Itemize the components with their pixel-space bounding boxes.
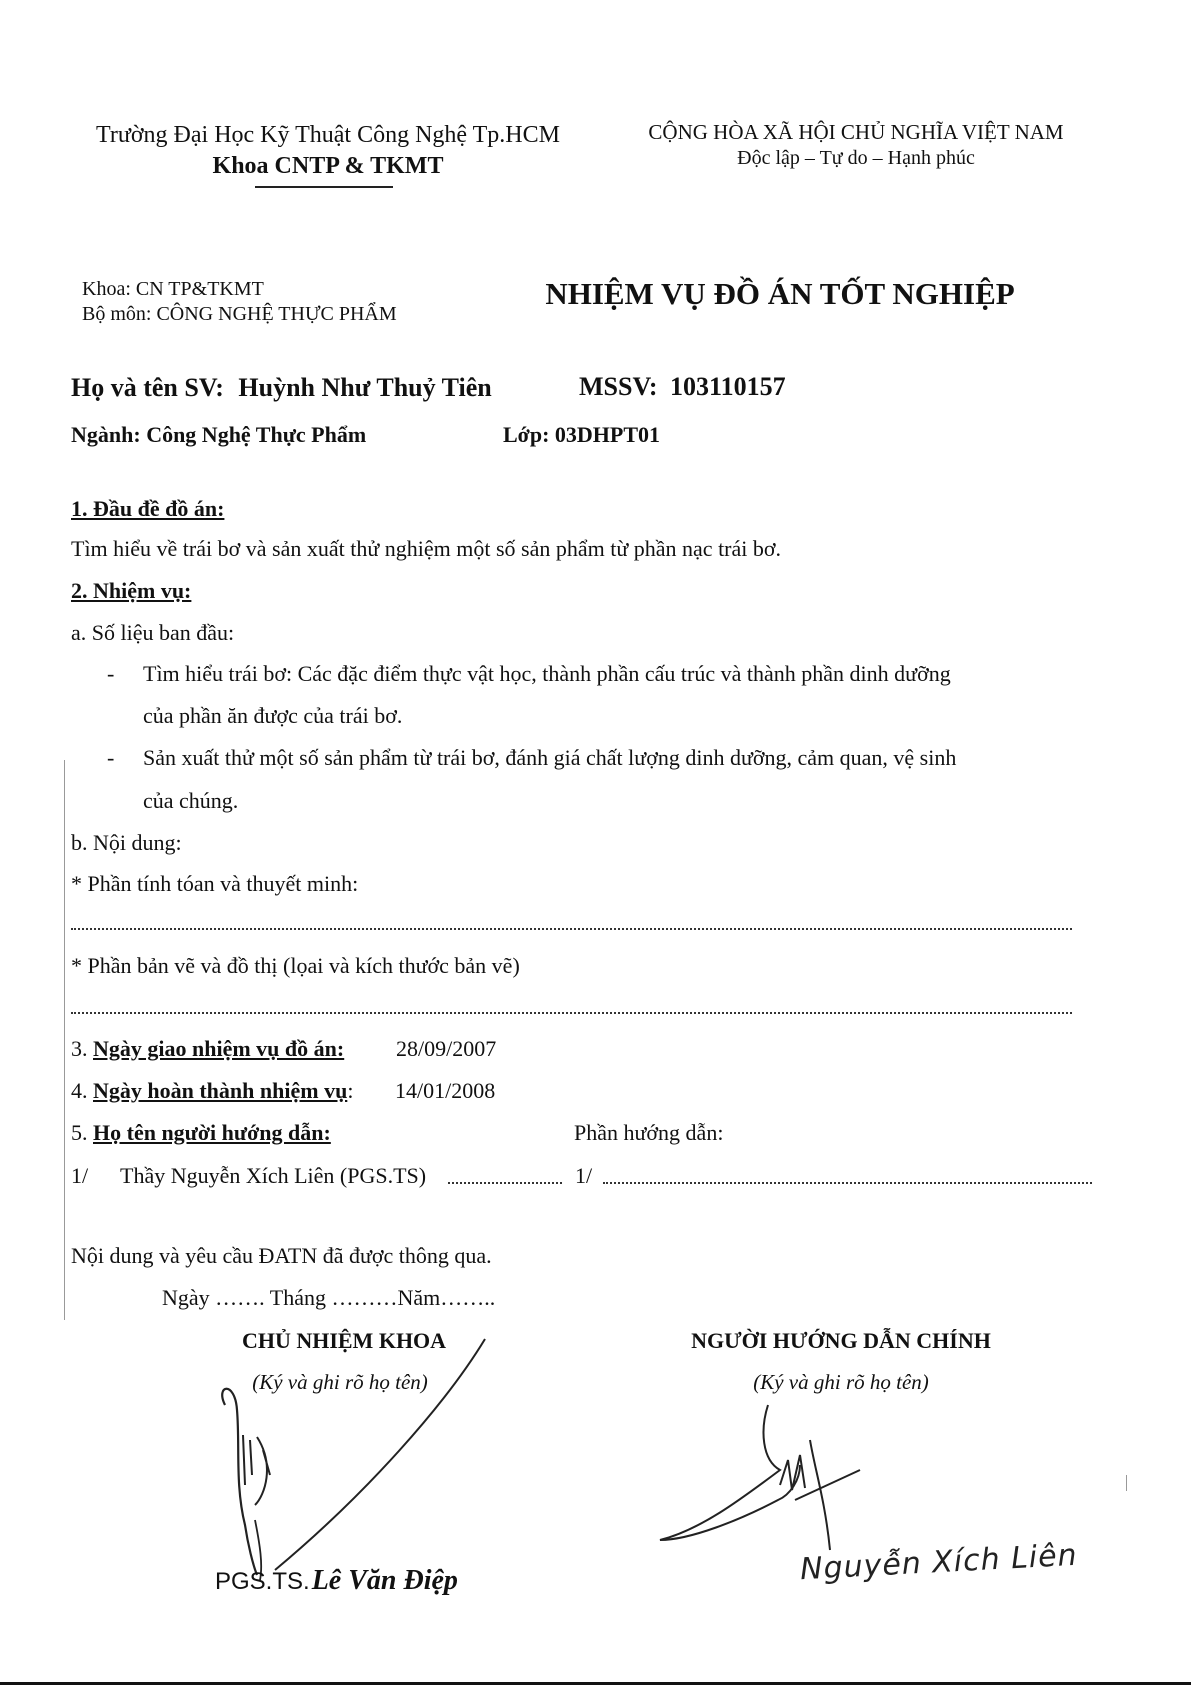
section-4-row (71, 1078, 353, 1104)
advisor-dotted-line (448, 1182, 562, 1184)
left-signer-title: CHỦ NHIỆM KHOA (241, 1328, 447, 1353)
class-row (503, 422, 660, 448)
major-row (71, 422, 366, 448)
section-5-row (71, 1120, 331, 1146)
drawing-dotted-line (71, 1012, 1072, 1014)
section-4-num: 4. (71, 1078, 88, 1103)
left-signer-prefix: PGS.TS. (215, 1568, 310, 1595)
student-id-row (579, 372, 786, 402)
approval-text: Nội dung và yêu cầu ĐATN đã được thông qua. (71, 1243, 492, 1268)
section-2-heading: 2. Nhiệm vụ: (71, 578, 192, 603)
bullet-mark-1: - (107, 661, 115, 686)
section-5-num: 5. (71, 1120, 88, 1145)
dept-khoa: Khoa: CN TP&TKMT (82, 278, 264, 300)
advisor-name: Thầy Nguyễn Xích Liên (PGS.TS) (120, 1163, 427, 1188)
calc-dotted-line (71, 928, 1072, 930)
student-name-label: Họ và tên SV: (71, 373, 224, 402)
section-2a: a. Số liệu ban đầu: (71, 620, 235, 645)
calc-label: * Phần tính tóan và thuyết minh: (71, 871, 359, 896)
scan-edge-mark (1126, 1475, 1127, 1491)
student-name-row (71, 373, 492, 403)
right-signer-note: (Ký và ghi rõ họ tên) (753, 1370, 929, 1394)
class-label: Lớp: (503, 422, 550, 447)
section-3-row (71, 1036, 344, 1062)
class-value: 03DHPT01 (554, 422, 661, 447)
left-signer-note: (Ký và ghi rõ họ tên) (252, 1370, 428, 1394)
country-name: CỘNG HÒA XÃ HỘI CHỦ NGHĨA VIỆT NAM (648, 120, 1064, 144)
bullet-2-line-2: của chúng. (143, 788, 239, 813)
date-line: Ngày ……. Tháng ………Năm…….. (162, 1285, 496, 1310)
bullet-mark-2: - (107, 745, 115, 770)
major-label: Ngành: (71, 422, 141, 447)
student-name: Huỳnh Như Thuỷ Tiên (238, 373, 492, 402)
right-signer-title: NGƯỜI HƯỚNG DẪN CHÍNH (691, 1328, 991, 1353)
faculty-name: Khoa CNTP & TKMT (212, 153, 444, 179)
major-value: Công Nghệ Thực Phẩm (146, 422, 367, 447)
section-3-label: Ngày giao nhiệm vụ đồ án: (93, 1036, 345, 1061)
bullet-1-line-2: của phần ăn được của trái bơ. (143, 703, 403, 728)
page-title: NHIỆM VỤ ĐỒ ÁN TỐT NGHIỆP (545, 276, 1015, 311)
section-4-colon: : (347, 1078, 354, 1103)
left-signature (215, 1325, 495, 1585)
section-4-date: 14/01/2008 (395, 1078, 496, 1103)
left-signer-name: Lê Văn Điệp (311, 1565, 458, 1596)
left-signer (215, 1565, 458, 1597)
section-2b: b. Nội dung: (71, 830, 182, 855)
school-name: Trường Đại Học Kỹ Thuật Công Nghệ Tp.HCM (96, 122, 560, 148)
student-id-label: MSSV: (579, 372, 658, 401)
advisor-index-2: 1/ (575, 1163, 593, 1188)
section-5-label: Họ tên người hướng dẫn: (93, 1120, 331, 1145)
section-3-num: 3. (71, 1036, 88, 1061)
motto: Độc lập – Tự do – Hạnh phúc (737, 147, 975, 169)
section-1-text: Tìm hiểu về trái bơ và sản xuất thử nghiệm một số sản phẩm từ phần nạc trái bơ. (71, 536, 782, 561)
section-1-heading: 1. Đầu đề đồ án: (71, 496, 225, 521)
advisor-part-dotted-line (603, 1182, 1092, 1184)
section-3-date: 28/09/2007 (396, 1036, 497, 1061)
section-5-part: Phần hướng dẫn: (574, 1120, 724, 1145)
student-id: 103110157 (670, 372, 786, 401)
scan-edge-line (64, 760, 65, 1320)
right-handwritten-name: Nguyễn Xích Liên (799, 1537, 1079, 1588)
section-4-label: Ngày hoàn thành nhiệm vụ (93, 1078, 348, 1103)
faculty-underline (255, 186, 393, 188)
dept-bomon: Bộ môn: CÔNG NGHỆ THỰC PHẨM (82, 303, 397, 325)
bullet-1-line-1: Tìm hiểu trái bơ: Các đặc điểm thực vật học, thành phần cấu trúc và thành phần dinh dưỡng (143, 661, 951, 686)
drawing-label: * Phần bản vẽ và đồ thị (lọai và kích thước bản vẽ) (71, 953, 520, 978)
bullet-2-line-1: Sản xuất thử một số sản phẩm từ trái bơ, đánh giá chất lượng dinh dưỡng, cảm quan, vệ sinh (143, 745, 957, 770)
advisor-index: 1/ (71, 1163, 89, 1188)
